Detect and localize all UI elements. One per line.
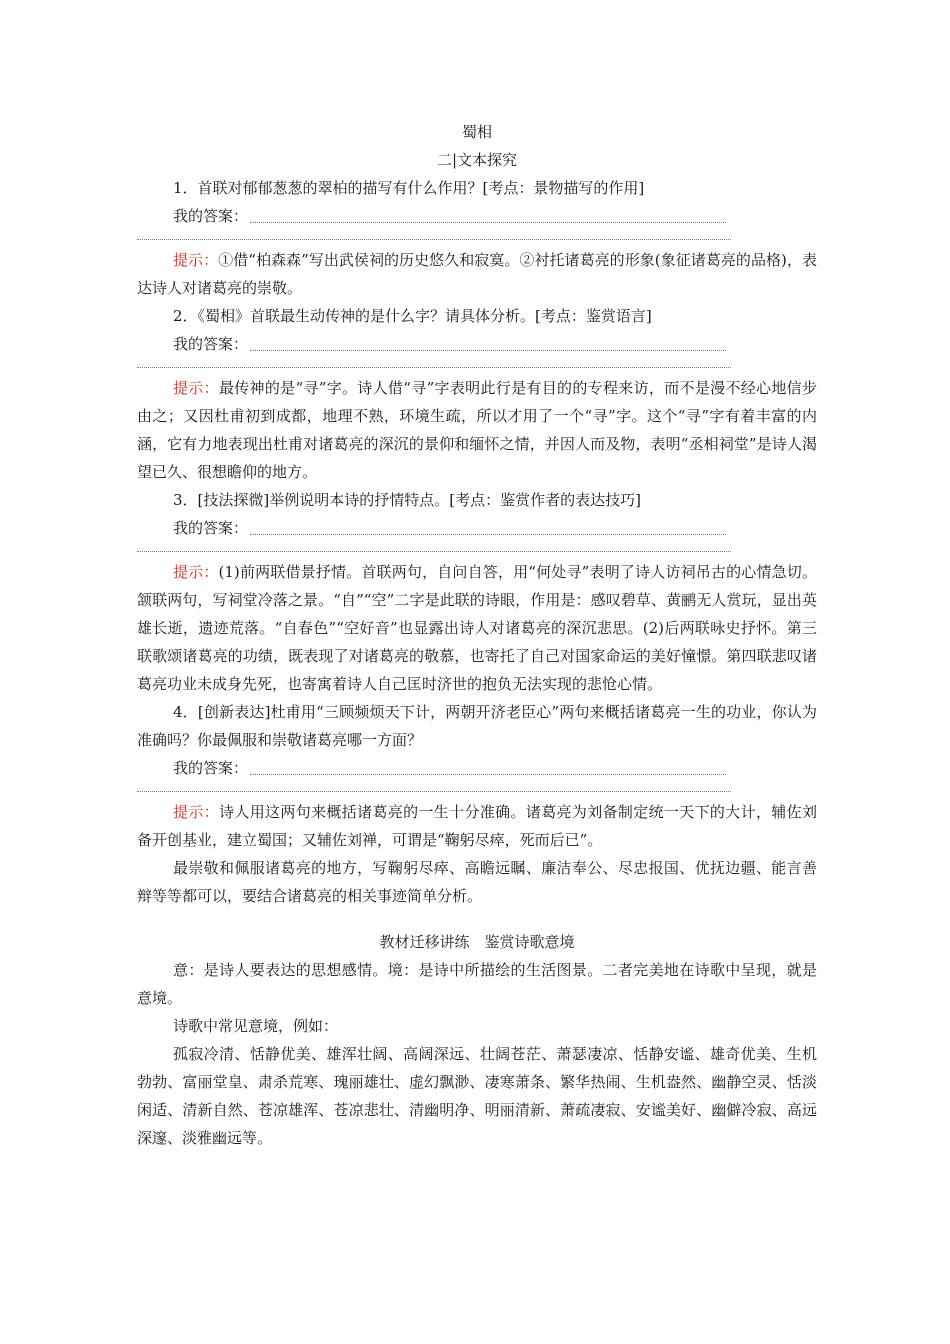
question-1: 1．首联对郁郁葱葱的翠柏的描写有什么作用？[考点：景物描写的作用] xyxy=(173,179,645,197)
answer-extra-line-3[interactable] xyxy=(137,551,731,552)
practice-intro: 诗歌中常见意境，例如： xyxy=(173,1017,339,1035)
answer-label: 我的答案： xyxy=(173,207,249,225)
answer-extra-line-2[interactable] xyxy=(137,367,731,368)
answer-label: 我的答案： xyxy=(173,759,249,777)
hint-4 xyxy=(137,798,817,854)
practice-title: 教材迁移讲练 鉴赏诗歌意境 xyxy=(379,933,575,951)
hint-label: 提示： xyxy=(173,379,219,397)
hint-label: 提示： xyxy=(173,563,219,581)
answer-extra-line-4[interactable] xyxy=(137,791,731,792)
hint-2 xyxy=(137,374,817,486)
practice-definition: 意：是诗人要表达的思想感情。境：是诗中所描绘的生活图景。二者完美地在诗歌中呈现，就是意境。 xyxy=(137,961,817,1007)
hint-text-4: 诗人用这两句来概括诸葛亮的一生十分准确。诸葛亮为刘备制定统一天下的大计，辅佐刘备开创基业，建立蜀国；又辅佐刘禅，可谓是“鞠躬尽瘁，死而后已”。 xyxy=(137,803,817,849)
answer-row-3 xyxy=(137,514,817,542)
document-page xyxy=(137,118,817,1152)
hint-text-3: (1)前两联借景抒情。首联两句，自问自答，用“何处寻”表明了诗人访祠吊古的心情急切。颔联两句，写祠堂冷落之景。“自”“空”二字是此联的诗眼，作用是：感叹碧草、黄鹂无人赏玩，显出英雄长逝，遗迹荒落。“自春色”“空好音”也显露出诗人对诸葛亮的深沉悲思。(2)后两联咏史抒怀。第三联歌颂诸葛亮的功绩，既表现了对诸葛亮的敬慕，也寄托了自己对国家命运的美好憧憬。第四联悲叹诸葛亮功业未成身先死，也寄寓着诗人自己匡时济世的抱负无法实现的悲怆心情。 xyxy=(137,563,817,693)
question-4: 4．[创新表达]杜甫用“三顾频烦天下计，两朝开济老臣心”两句来概括诸葛亮一生的功业，你认为准确吗？你最佩服和崇敬诸葛亮哪一方面？ xyxy=(137,703,817,749)
question-3: 3．[技法探微]举例说明本诗的抒情特点。[考点：鉴赏作者的表达技巧] xyxy=(173,491,641,509)
answer-row-4 xyxy=(137,754,817,782)
answer-input-line-2[interactable] xyxy=(250,350,726,351)
answer-input-line-4[interactable] xyxy=(250,774,726,775)
answer-row-1 xyxy=(137,202,817,230)
hint-text-2: 最传神的是“寻”字。诗人借“寻”字表明此行是有目的的专程来访，而不是漫不经心地信步由之；又因杜甫初到成都，地理不熟，环境生疏，所以才用了一个“寻”字。这个“寻”字有着丰富的内涵，它有力地表现出杜甫对诸葛亮的深沉的景仰和缅怀之情，并因人而及物，表明“丞相祠堂”是诗人渴望已久、很想瞻仰的地方。 xyxy=(137,379,817,481)
hint-label: 提示： xyxy=(173,803,220,821)
answer-extra-line-1[interactable] xyxy=(137,239,731,240)
page-title: 蜀相 xyxy=(461,123,492,141)
question-2: 2．《蜀相》首联最生动传神的是什么字？请具体分析。[考点：鉴赏语言] xyxy=(173,307,652,325)
answer-input-line-1[interactable] xyxy=(250,222,726,223)
hint-1 xyxy=(137,246,817,302)
answer-row-2 xyxy=(137,330,817,358)
hint-text-1: ①借“柏森森”写出武侯祠的历史悠久和寂寞。②衬托诸葛亮的形象(象征诸葛亮的品格)，表达诗人对诸葛亮的崇敬。 xyxy=(137,251,817,297)
hint-label: 提示： xyxy=(173,251,219,269)
answer-input-line-3[interactable] xyxy=(250,534,726,535)
hint-3 xyxy=(137,558,817,698)
section-heading: 二|文本探究 xyxy=(436,151,518,169)
hint-4-extra: 最崇敬和佩服诸葛亮的地方，写鞠躬尽瘁、高瞻远瞩、廉洁奉公、尽忠报国、优抚边疆、能言善辩等等都可以，要结合诸葛亮的相关事迹简单分析。 xyxy=(137,859,817,905)
answer-label: 我的答案： xyxy=(173,335,249,353)
answer-label: 我的答案： xyxy=(173,519,249,537)
practice-list: 孤寂冷清、恬静优美、雄浑壮阔、高阔深远、壮阔苍茫、萧瑟凄凉、恬静安谧、雄奇优美、生机勃勃、富丽堂皇、肃杀荒寒、瑰丽雄壮、虚幻飘渺、凄寒萧条、繁华热闹、生机盎然、幽静空灵、恬淡闲适、清新自然、苍凉雄浑、苍凉悲壮、清幽明净、明丽清新、萧疏凄寂、安谧美好、幽僻冷寂、高远深邃、淡雅幽远等。 xyxy=(137,1045,817,1147)
